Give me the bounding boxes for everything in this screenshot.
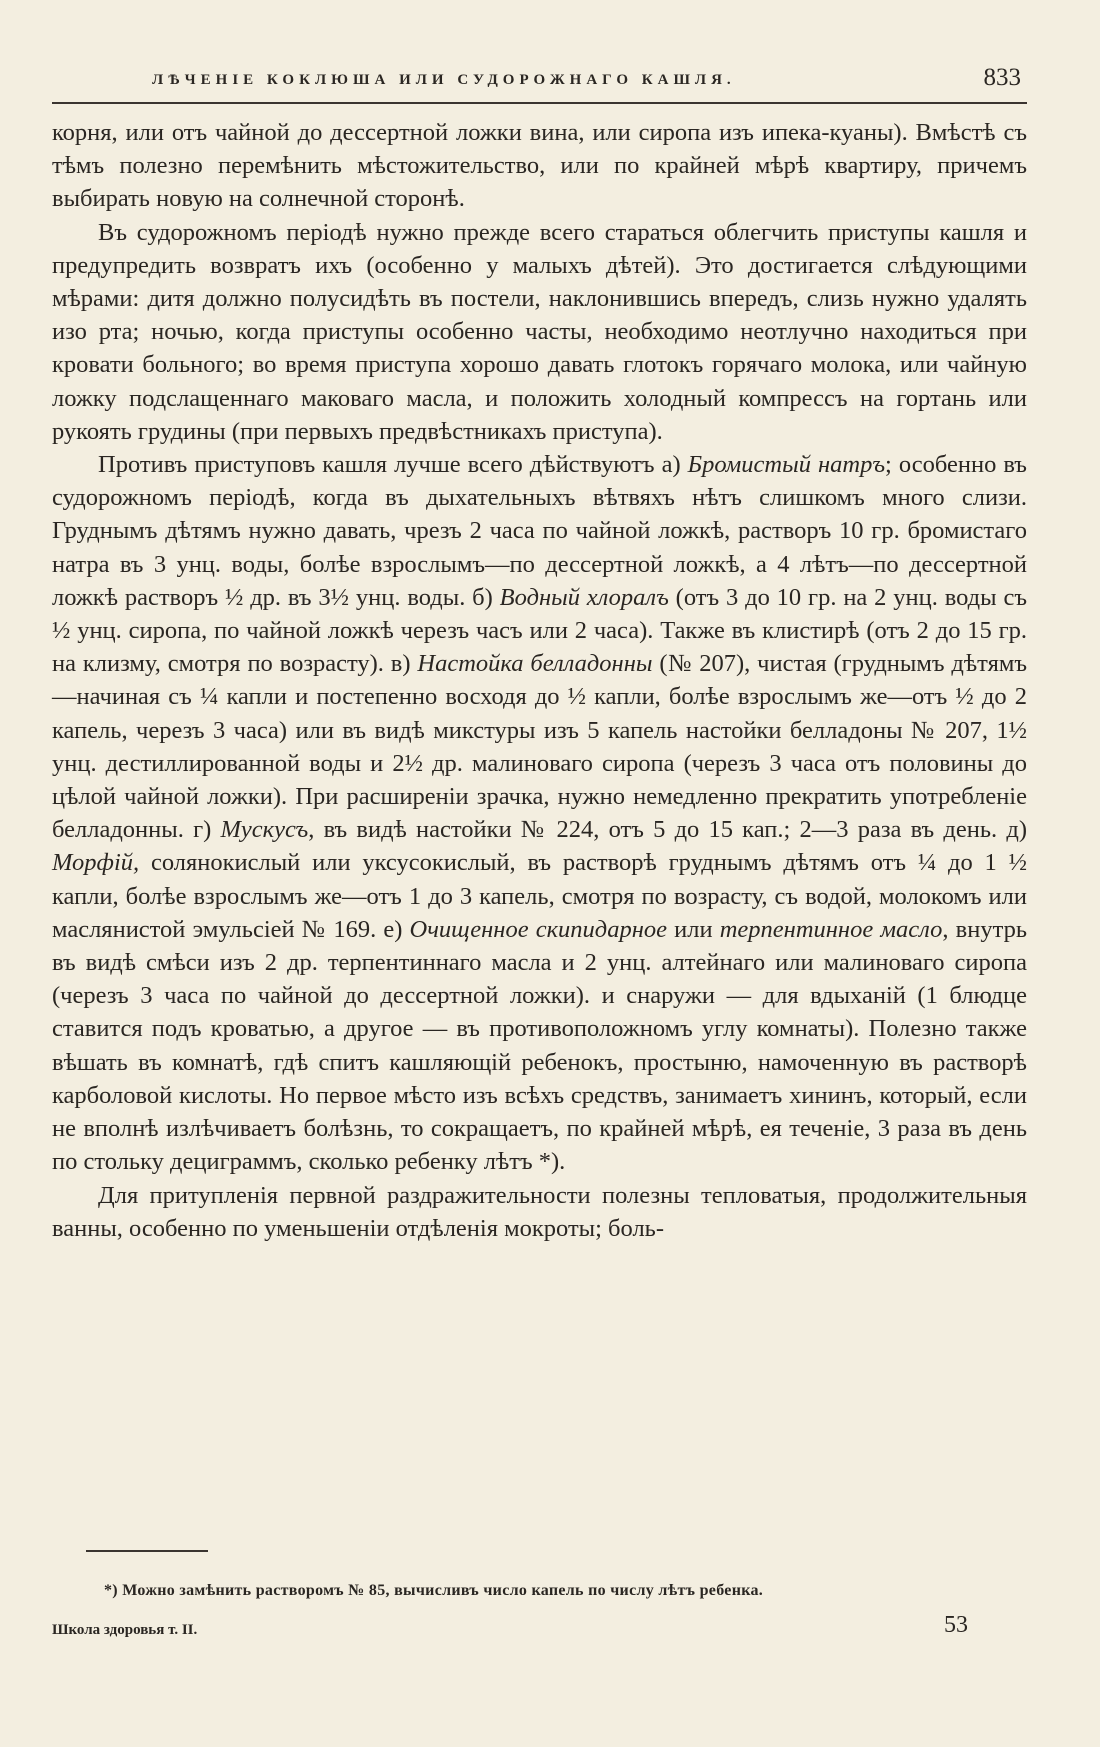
text-run: ; особенно въ судорожномъ періодѣ, когда въ дыхательныхъ вѣтвяхъ нѣтъ слишкомъ много слизи. Груднымъ дѣтямъ нужно давать, чрезъ 2 часа по чайной ложкѣ, растворъ 10 гр. бромистаго натра въ 3 унц. воды, болѣе взрослымъ—по дессертной ложкѣ, а 4 лѣтъ—по дессертной ложкѣ растворъ ½ др. въ 3½ унц. воды. б)	[52, 451, 1027, 611]
paragraph	[52, 1179, 1027, 1245]
text-run: или	[666, 915, 720, 943]
italic-term: Морфій,	[52, 849, 140, 877]
text-run: Противъ приступовъ кашля лучше всего дѣйствуютъ а)	[98, 451, 688, 479]
text-run: (отъ 3 до 10 гр. на 2 унц. воды съ ½ унц. сиропа, по чайной ложкѣ черезъ часъ или 2 часа). Также въ клистирѣ (отъ 2 до 15 гр. на клизму, смотря по возрасту). в)	[52, 583, 1027, 678]
body-text	[52, 116, 1027, 1245]
sheet-signature: Школа здоровья т. II.	[52, 1622, 198, 1638]
italic-term: Водный хлоралъ	[499, 583, 669, 611]
paragraph	[52, 116, 1027, 216]
running-title: ЛѢЧЕНІЕ КОКЛЮША ИЛИ СУДОРОЖНАГО КАШЛЯ.	[152, 72, 736, 88]
italic-term: Настойка белладонны	[417, 650, 653, 678]
text-run: солянокислый или уксусокислый, въ растворѣ груднымъ дѣтямъ отъ ¼ до 1 ½ капли, болѣе взрослымъ же—отъ 1 до 3 капель, смотря по возрасту, съ водой, молокомъ или маслянистой эмульсіей № 169. е)	[52, 849, 1027, 943]
text-run: , внутрь въ видѣ смѣси изъ 2 др. терпентиннаго масла и 2 унц. алтейнаго или малиноваго сиропа (черезъ 3 часа по чайной до дессертной ложки). и снаружи — для вдыханій (1 блюдце ставится подъ кроватью, а другое — въ противоположномъ углу комнаты). Полезно также вѣшать въ комнатѣ, гдѣ спитъ кашляющій ребенокъ, простыню, намоченную въ растворѣ карболовой кислоты. Но первое мѣсто изъ всѣхъ средствъ, занимаетъ хининъ, который, если не вполнѣ излѣчиваетъ болѣзнь, то сокращаетъ, по крайней мѣрѣ, ея теченіе, 3 раза въ день по стольку дециграммъ, сколько ребенку лѣтъ *).	[52, 915, 1027, 1176]
text-run: Въ судорожномъ періодѣ нужно прежде всего стараться облегчить приступы кашля и предупредить возвратъ ихъ (особенно у малыхъ дѣтей). Это достигается слѣдующими мѣрами: дитя должно полусидѣть въ постели, наклонившись впередъ, слизь нужно удалять изо рта; ночью, когда приступы особенно часты, необходимо неотлучно находиться при кровати больного; во время приступа хорошо давать глотокъ горячаго молока, или чайную ложку подслащеннаго маковаго масла, и положить холодный компрессъ на гортань или рукоять грудины (при первыхъ предвѣстникахъ приступа).	[52, 218, 1027, 445]
running-header	[52, 62, 1027, 104]
paragraph	[52, 448, 1027, 1178]
italic-term: Мускусъ	[220, 816, 309, 844]
text-run: Для притупленія первной раздражительности полезны тепловатыя, продолжительныя ванны, особенно по уменьшеніи отдѣленія мокроты; боль-	[52, 1181, 1027, 1242]
italic-term: Бромистый натръ	[687, 451, 886, 479]
text-run: корня, или отъ чайной до дессертной ложки вина, или сиропа изъ ипека-куаны). Вмѣстѣ съ тѣмъ полезно перемѣнить мѣстожительство, или по крайней мѣрѣ квартиру, причемъ выбирать новую на солнечной сторонѣ.	[52, 119, 1027, 213]
paragraph	[52, 216, 1027, 448]
text-run: (№ 207), чистая (груднымъ дѣтямъ—начиная съ ¼ капли и постепенно восходя до ½ капли, болѣе взрослымъ же—отъ ½ до 2 капель, черезъ 3 часа) или въ видѣ микстуры изъ 5 капель настойки белладоны № 207, 1½ унц. дестиллированной воды и 2½ др. малиноваго сиропа (черезъ 3 часа отъ половины до цѣлой чайной ложки). При расширеніи зрачка, нужно немедленно прекратить употребленіе белладонны. г)	[52, 650, 1028, 844]
italic-term: терпентинное масло	[719, 915, 943, 943]
footnote: *) Можно замѣнить растворомъ № 85, вычисливъ число капель по числу лѣтъ ребенка.	[104, 1582, 764, 1599]
page-number: 833	[983, 64, 1021, 91]
footnote-rule	[86, 1550, 208, 1552]
sheet-number: 53	[944, 1612, 968, 1638]
text-run: , въ видѣ настойки № 224, отъ 5 до 15 кап.; 2—3 раза въ день. д)	[308, 816, 1028, 844]
italic-term: Очищенное скипидарное	[409, 915, 667, 943]
